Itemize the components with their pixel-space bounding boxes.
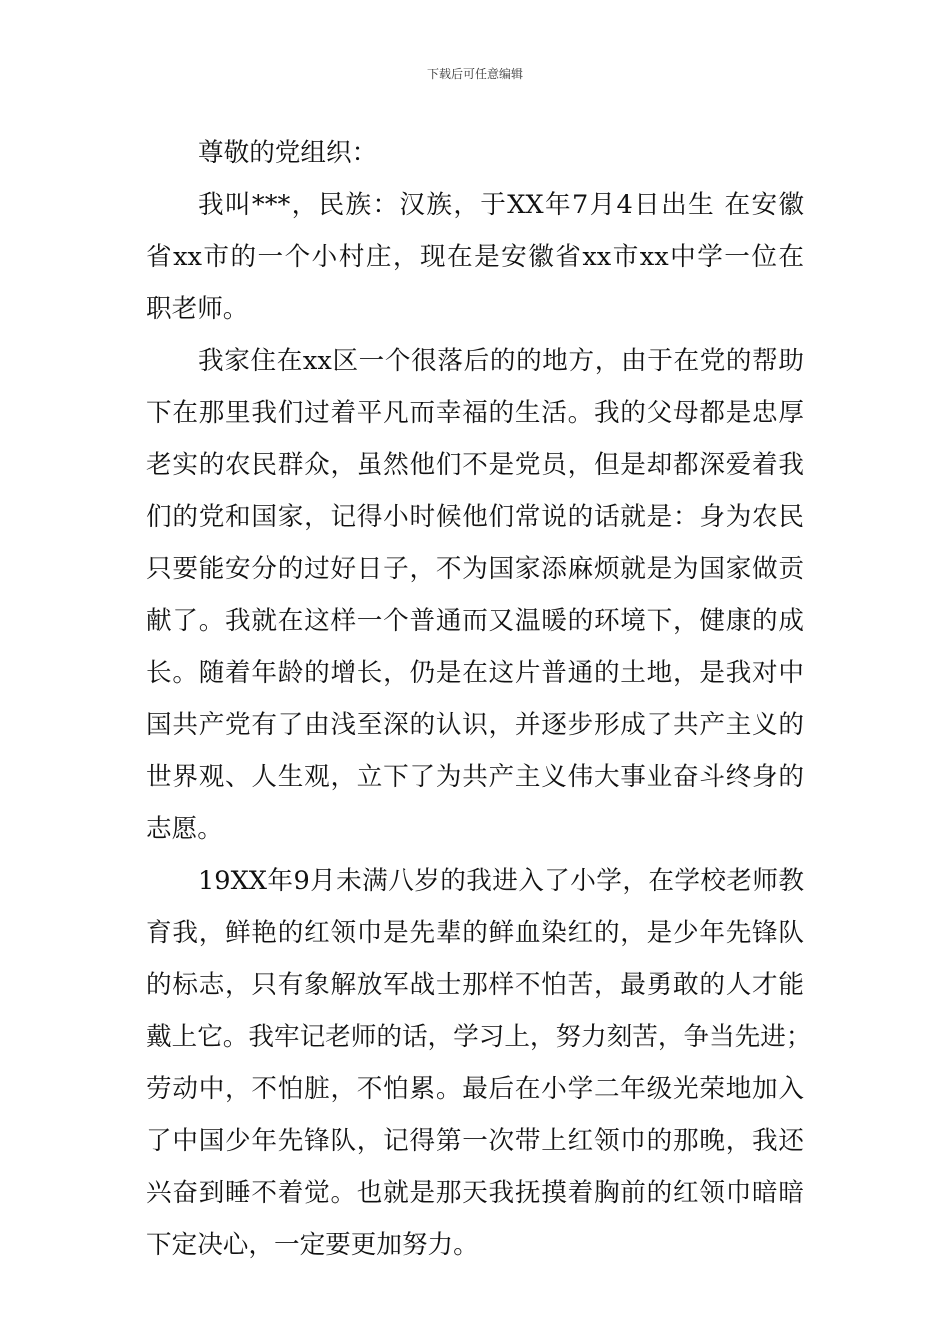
paragraph-line: 劳动中，不怕脏，不怕累。最后在小学二年级光荣地加入 [146,1074,804,1104]
paragraph-line: 只要能安分的过好日子，不为国家添麻烦就是为国家做贡 [146,554,804,584]
paragraph-line: 育我，鲜艳的红领巾是先辈的鲜血染红的，是少年先锋队 [146,918,804,948]
paragraph-line: 戴上它。我牢记老师的话，学习上，努力刻苦，争当先进； [146,1022,812,1052]
paragraph-line: 长。随着年龄的增长，仍是在这片普通的土地，是我对中 [146,658,804,688]
paragraph-line: 世界观、人生观，立下了为共产主义伟大事业奋斗终身的 [146,762,804,792]
paragraph-line: 19XX年9月未满八岁的我进入了小学，在学校老师教 [198,866,804,896]
paragraph-line: 了中国少年先锋队，记得第一次带上红领巾的那晚，我还 [146,1126,804,1156]
paragraph-1 [146,179,804,335]
letter-body [146,127,812,1271]
paragraph-line: 兴奋到睡不着觉。也就是那天我抚摸着胸前的红领巾暗暗 [146,1178,804,1208]
paragraph-line: 职老师。 [146,294,249,324]
greeting: 尊敬的党组织： [198,138,378,168]
paragraph-line: 的标志，只有象解放军战士那样不怕苦，最勇敢的人才能 [146,970,804,1000]
paragraph-line: 我家住在xx区一个很落后的的地方，由于在党的帮助 [198,346,804,376]
paragraph-line: 献了。我就在这样一个普通而又温暖的环境下，健康的成 [146,606,804,636]
paragraph-line: 志愿。 [146,814,223,844]
paragraph-line: 国共产党有了由浅至深的认识，并逐步形成了共产主义的 [146,710,804,740]
paragraph-line: 们的党和国家，记得小时候他们常说的话就是：身为农民 [146,502,804,532]
paragraph-line: 我叫***，民族：汉族，于XX年7月4日出生 在安徽 [198,190,804,220]
paragraph-line: 下定决心，一定要更加努力。 [146,1230,479,1260]
paragraph-line: 老实的农民群众，虽然他们不是党员，但是却都深爱着我 [146,450,804,480]
paragraph-line: 下在那里我们过着平凡而幸福的生活。我的父母都是忠厚 [146,398,804,428]
paragraph-line: 省xx市的一个小村庄，现在是安徽省xx市xx中学一位在 [146,242,804,272]
paragraph-3 [146,855,812,1271]
header-note: 下载后可任意编辑 [426,67,523,81]
paragraph-2 [146,335,804,855]
